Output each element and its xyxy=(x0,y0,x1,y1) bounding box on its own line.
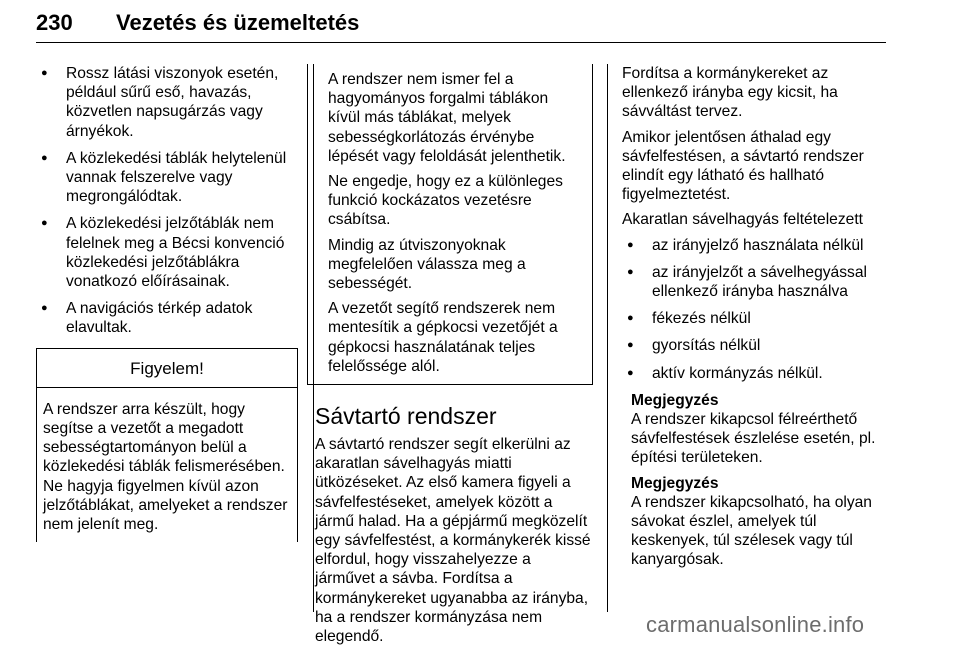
warning-paragraph: Mindig az útviszonyoknak megfelelően válassza meg a sebességét. xyxy=(328,236,526,293)
body-paragraph: Akaratlan sávelhagyás feltételezett xyxy=(622,211,863,229)
list-item: ● A navigációs térkép adatok elavultak. xyxy=(36,299,298,337)
list-item: ● Rossz látási viszonyok esetén, például sűrű eső, havazás, közvetlen napsugárzás vagy árnyékok. xyxy=(36,64,298,141)
note-text: A rendszer kikapcsol félreérthető sávfelfestések észlelése esetén, pl. építési területeken. xyxy=(631,411,876,467)
column-2 xyxy=(315,64,593,652)
warning-title: Figyelem! xyxy=(37,349,297,388)
body-paragraph: Amikor jelentősen áthalad egy sávfelfestésen, a sávtartó rendszer elindít egy látható és hallható figyelmeztetést. xyxy=(622,128,864,204)
list-item: ● aktív kormányzás nélkül. xyxy=(622,364,890,383)
page-number: 230 xyxy=(36,10,73,35)
column-divider-2 xyxy=(607,64,608,612)
warning-box xyxy=(36,348,298,543)
list-item: ● A közlekedési jelzőtáblák nem felelnek meg a Bécsi konvenció közlekedési jelzőtáblákra vonatkozó előírásainak. xyxy=(36,214,298,291)
list-item: ● az irányjelzőt a sávelhegyással ellenkező irányba használva xyxy=(622,263,890,301)
warning-paragraph: A rendszer nem ismer fel a hagyományos forgalmi táblákon kívül más táblákat, melyek sebességkorlátozás érvénybe lépését vagy feloldását jelenthetik. xyxy=(328,71,566,165)
warning-paragraph: Ne engedje, hogy ez a különleges funkció kockázatos vezetésre csábítsa. xyxy=(328,173,563,229)
page-header xyxy=(36,10,886,43)
warning-paragraph: A vezetőt segítő rendszerek nem mentesítik a gépkocsi vezetőjét a gépkocsi használatának teljes felelőssége alól. xyxy=(328,300,558,375)
note xyxy=(622,391,890,468)
limitations-list xyxy=(36,64,298,338)
watermark: carmanualsonline.info xyxy=(646,612,865,637)
column-3 xyxy=(622,64,890,576)
warning-box-continued xyxy=(307,64,593,385)
note-text: A rendszer kikapcsolható, ha olyan sávokat észlel, amelyek túl keskenyek, túl szélesek vagy túl kanyargósak. xyxy=(631,493,872,569)
list-item: ● az irányjelző használata nélkül xyxy=(622,236,890,255)
list-item: ● gyorsítás nélkül xyxy=(622,336,890,355)
section-title: Vezetés és üzemeltetés xyxy=(116,10,360,35)
note xyxy=(622,474,890,570)
note-title: Megjegyzés xyxy=(631,391,719,409)
conditions-list xyxy=(622,236,890,383)
column-1 xyxy=(36,64,298,542)
list-item: ● fékezés nélkül xyxy=(622,309,890,328)
list-item: ● A közlekedési táblák helytelenül vannak felszerelve vagy megrongálódtak. xyxy=(36,149,298,207)
body-paragraph: Fordítsa a kormánykereket az ellenkező irányba egy kicsit, ha sávváltást tervez. xyxy=(622,65,838,121)
note-title: Megjegyzés xyxy=(631,474,719,492)
warning-text: A rendszer arra készült, hogy segítse a vezetőt a megadott sebességtartományon belül a közlekedési táblák felismerésében. Ne hagyja figyelmen kívül azon jelzőtáblákat, amelyeket a rendszer nem jelenít meg. xyxy=(43,400,288,534)
section-heading: Sávtartó rendszer xyxy=(315,403,497,430)
body-paragraph: A sávtartó rendszer segít elkerülni az akaratlan sávelhagyás miatti ütközéseket. Az első kamera figyeli a sávfelfestéseket, amelyek között a jármű halad. Ha a gépjármű megközelít egy sávfelfestést, a kormánykerék kissé elfordul, hogy visszahelyezze a járművet a sávba. Fordítsa a kormánykereket ugyanabba az irányba, ha a rendszer kormányzása nem elegendő. xyxy=(315,436,591,646)
